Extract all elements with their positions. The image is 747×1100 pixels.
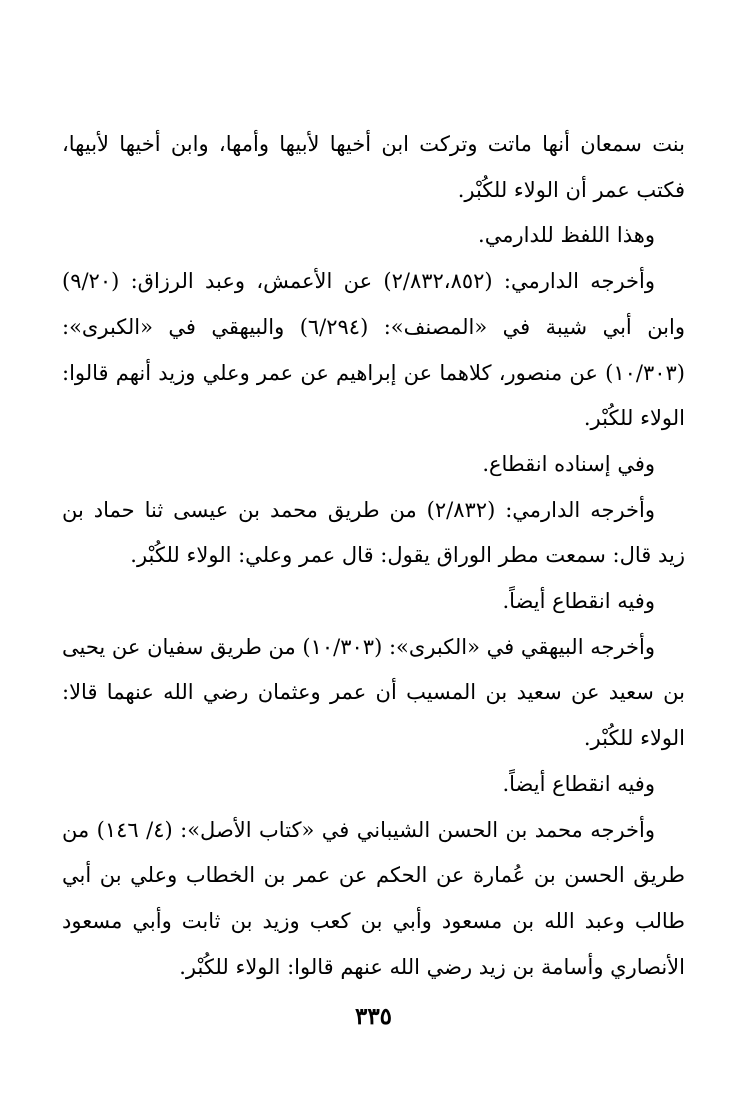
- paragraph-continuation: بنت سمعان أنها ماتت وتركت ابن أخيها لأبيها وأمها، وابن أخيها لأبيها، فكتب عمر أن الولاء للكُبْر.: [62, 132, 685, 202]
- paragraph-chain-note-1: وفي إسناده انقطاع.: [482, 451, 655, 476]
- paragraph-attribution-note: وهذا اللفظ للدارمي.: [478, 223, 655, 248]
- paragraph-citation-bayhaqi: وأخرجه البيهقي في «الكبرى»: (١٠/٣٠٣) من طريق سفيان عن يحيى بن سعيد عن سعيد بن المسيب أن عمر وعثمان رضي الله عنهما قالا: الولاء للكُبْر.: [62, 634, 685, 751]
- paragraph-chain-note-3: وفيه انقطاع أيضاً.: [502, 771, 655, 796]
- paragraph-chain-note-2: وفيه انقطاع أيضاً.: [502, 589, 655, 614]
- page-body: [62, 122, 685, 990]
- paragraph-citation-shaybani: وأخرجه محمد بن الحسن الشيباني في «كتاب الأصل»: (٤/ ١٤٦) من طريق الحسن بن عُمارة عن الحكم عن عمر بن الخطاب وعلي بن أبي طالب وعبد الله بن مسعود وأبي بن كعب وزيد بن ثابت وأبي مسعود الأنصاري وأسامة بن زيد رضي الله عنهم قالوا: الولاء للكُبْر.: [62, 817, 685, 979]
- paragraph-citation-darimi-2: وأخرجه الدارمي: (٢/٨٣٢) من طريق محمد بن عيسى ثنا حماد بن زيد قال: سمعت مطر الوراق يقول: قال عمر وعلي: الولاء للكُبْر.: [62, 497, 685, 568]
- page-number: ٣٣٥: [354, 1003, 393, 1030]
- paragraph-citation-darimi-1: وأخرجه الدارمي: (٢/٨٣٢،٨٥٢) عن الأعمش، وعبد الرزاق: (٩/٢٠) وابن أبي شيبة في «المصنف»: (٦/٢٩٤) والبيهقي في «الكبرى»: (١٠/٣٠٣) عن منصور، كلاهما عن إبراهيم عن عمر وعلي وزيد أنهم قالوا: الولاء للكُبْر.: [62, 269, 686, 431]
